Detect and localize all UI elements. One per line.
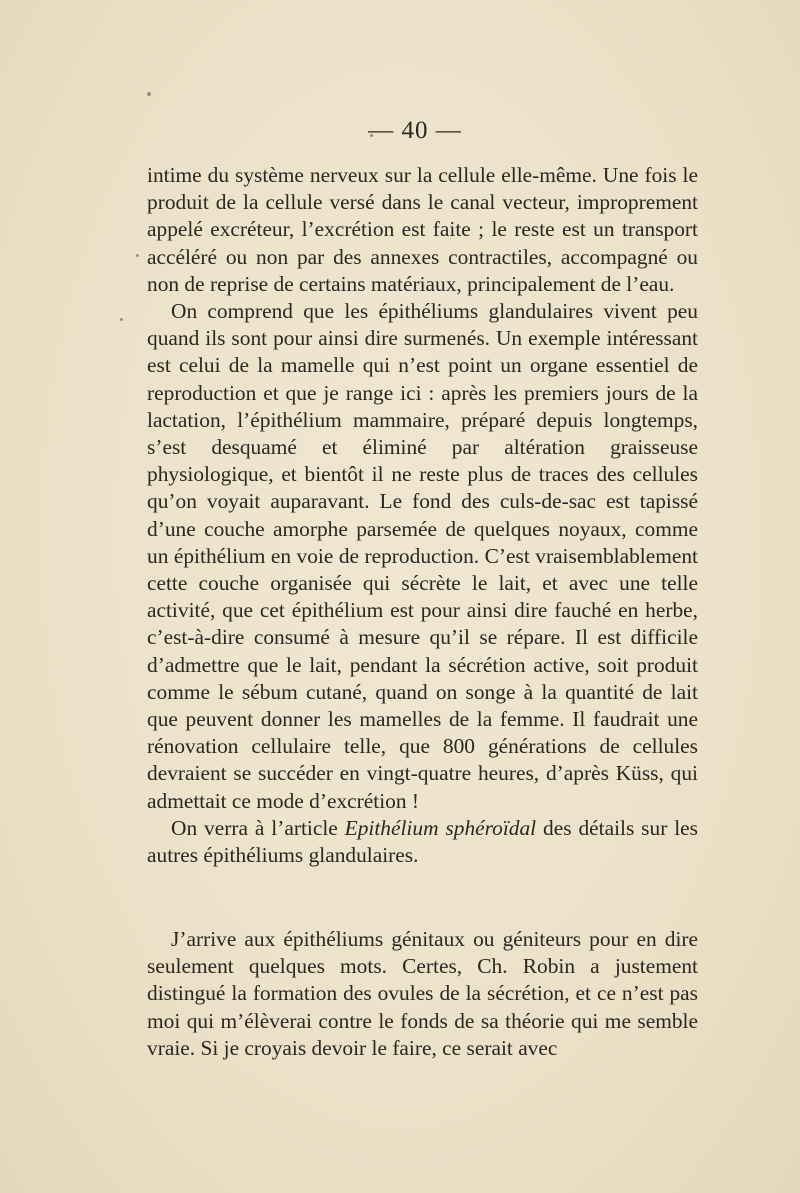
second-text-block	[147, 926, 698, 1062]
main-text-block	[147, 162, 698, 869]
cross-reference-article-title: Epithélium sphéroïdal	[344, 815, 537, 840]
paragraph-cross-reference	[147, 815, 698, 869]
paper-speck	[136, 254, 139, 257]
paragraph-mammary-epithelium: On comprend que les épithéliums glandulaires vivent peu quand ils sont pour ainsi dire surmenés. Un exemple intéressant est celui de la mamelle qui n’est point un organe essentiel de reproduction et que je range ici : après les premiers jours de la lactation, l’épithélium mammaire, préparé depuis longtemps, s’est desquamé et éliminé par altération graisseuse physiologique, et bientôt il ne reste plus de traces des cellules qu’on voyait auparavant. Le fond des culs-de-sac est tapissé d’une couche amorphe parsemée de quelques noyaux, comme un épithélium en voie de reproduction. C’est vraisemblablement cette couche organisée qui sécrète le lait, et avec une telle activité, que cet épithélium est pour ainsi dire fauché en herbe, c’est-à-dire consumé à mesure qu’il se répare. Il est difficile d’admettre que le lait, pendant la sécrétion active, soit produit comme le sébum cutané, quand on songe à la quantité de lait que peuvent donner les mamelles de la femme. Il faudrait une rénovation cellulaire telle, que 800 générations de cellules devraient se succéder en vingt-quatre heures, d’après Küss, qui admettait ce mode d’excrétion !	[147, 299, 698, 813]
paragraph-continuation: intime du système nerveux sur la cellule elle-même. Une fois le produit de la cellule versé dans le canal vecteur, improprement appelé excréteur, l’excrétion est faite ; le reste est un transport accéléré ou non par des annexes contractiles, accompagné ou non de reprise de certains matériaux, principalement de l’eau.	[147, 163, 698, 296]
paper-speck	[147, 92, 151, 96]
paragraph-genital-epithelium: J’arrive aux épithéliums génitaux ou géniteurs pour en dire seulement quelques mots. Certes, Ch. Robin a justement distingué la formation des ovules de la sécrétion, et ce n’est pas moi qui m’élèverai contre le fonds de sa théorie qui me semble vraie. Si je croyais devoir le faire, ce serait avec	[147, 927, 698, 1060]
cross-reference-before: On verra à l’article	[171, 815, 345, 840]
cross-reference-after: des détails sur les autres épithéliums glandulaires.	[147, 815, 698, 868]
paper-speck	[120, 318, 123, 321]
page-number: — 40 —	[368, 117, 462, 144]
